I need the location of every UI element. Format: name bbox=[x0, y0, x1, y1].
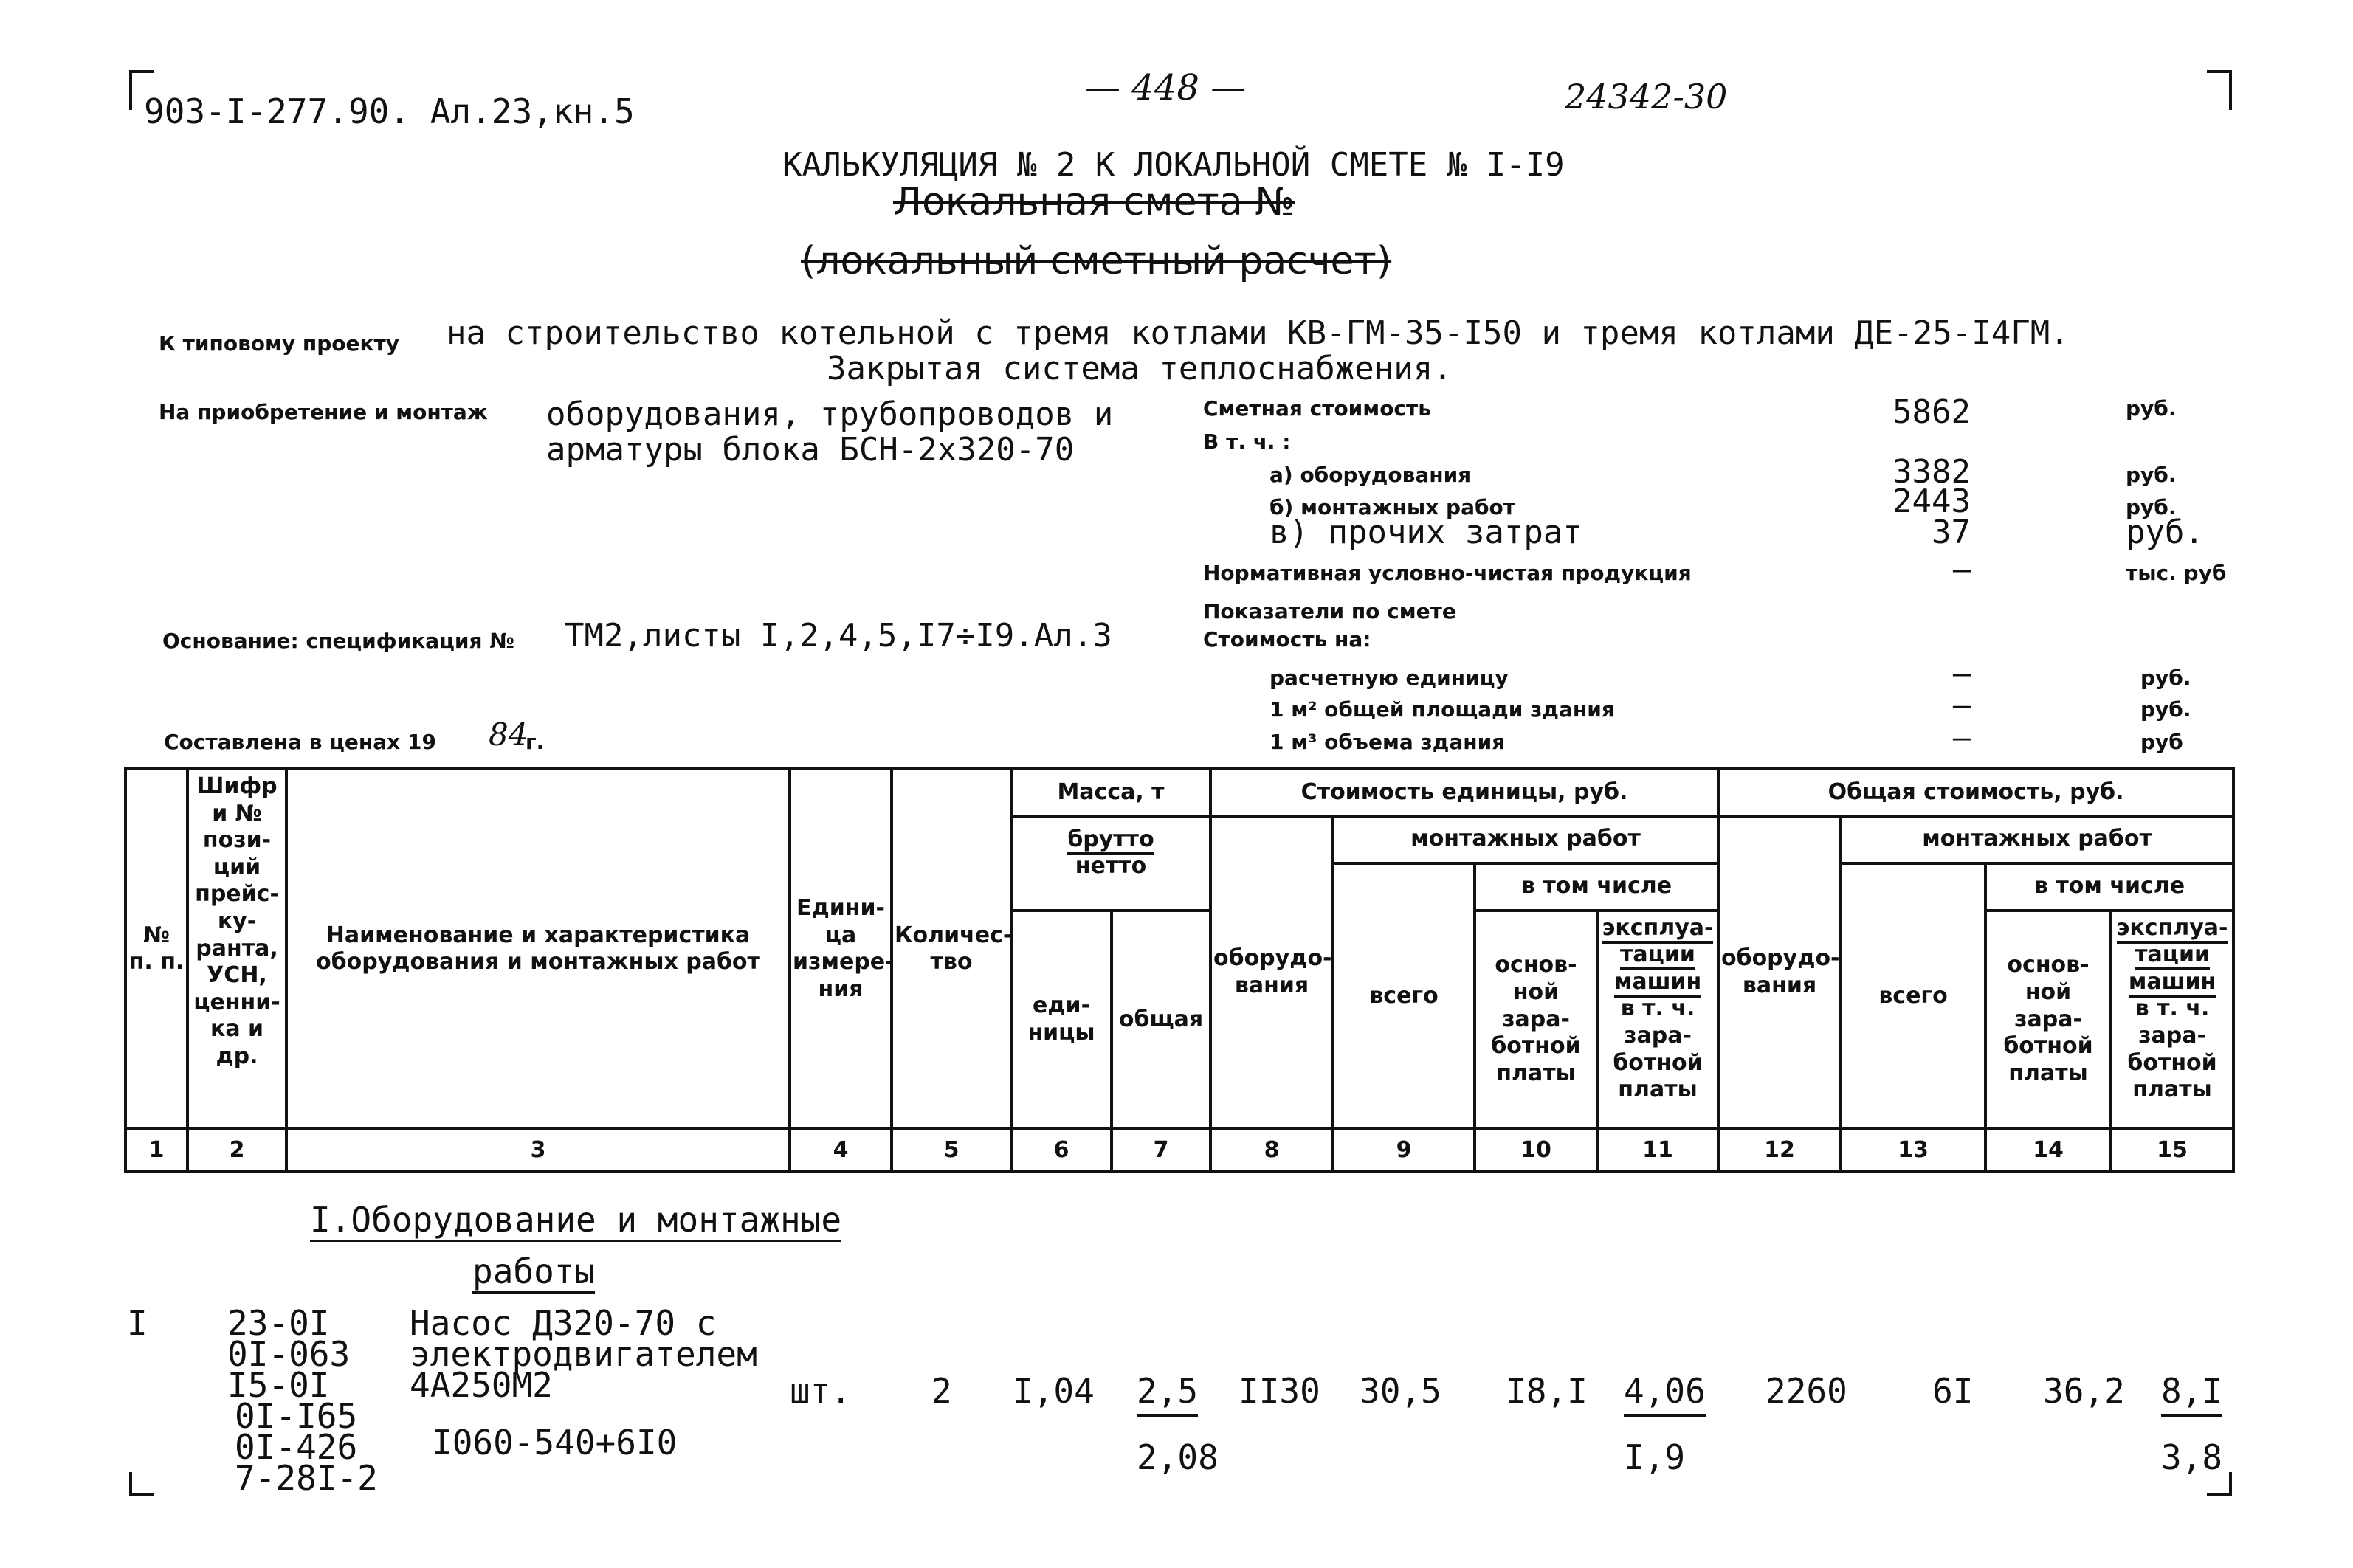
per-area-label: 1 м² общей площади здания bbox=[1269, 697, 1615, 722]
net-product-label: Нормативная условно-чистая продукция bbox=[1203, 561, 1692, 585]
row-unit-install-total: 30,5 bbox=[1360, 1371, 1441, 1411]
project-label: К типовому проекту bbox=[159, 331, 400, 356]
row-total-machines-wage: 3,8 bbox=[2161, 1437, 2223, 1477]
row-code: 23-0I bbox=[227, 1303, 330, 1343]
section-title-line1 bbox=[310, 1200, 842, 1240]
col-header-unit-machines bbox=[1597, 911, 1718, 1130]
col-num: 14 bbox=[1985, 1129, 2111, 1172]
col-header-unit-including: в том числе bbox=[1475, 863, 1718, 911]
col-header-total-machines bbox=[2111, 911, 2233, 1130]
per-unit-value: – bbox=[1952, 657, 1971, 691]
per-volume-label: 1 м³ объема здания bbox=[1269, 730, 1506, 754]
purpose-label: На приобретение и монтаж bbox=[159, 400, 488, 424]
unit-machines-wage-label: в т. ч. зара- ботной платы bbox=[1613, 995, 1703, 1103]
row-code: I5-0I bbox=[227, 1365, 330, 1405]
row-total-equipment: 2260 bbox=[1765, 1371, 1847, 1411]
total-machines-label: эксплуа- тации машин bbox=[2117, 915, 2228, 998]
col-num: 13 bbox=[1841, 1129, 1985, 1172]
col-header-name: Наименование и характеристика оборудования и монтажных работ bbox=[286, 769, 790, 1129]
cost-install-unit: руб. bbox=[2126, 495, 2177, 519]
col-header-total-cost-group: Общая стоимость, руб. bbox=[1718, 769, 2233, 816]
col-num: 9 bbox=[1333, 1129, 1475, 1172]
corner-mark-bottom-left bbox=[129, 1472, 154, 1496]
col-header-quantity: Количес- тво bbox=[892, 769, 1011, 1129]
cost-including-label: В т. ч. : bbox=[1203, 429, 1291, 454]
cost-equipment-value: 3382 bbox=[1892, 453, 1971, 491]
col-header-code: Шифр и № пози- ций прейс- ку- ранта, УСН, ценни- ка и др. bbox=[187, 769, 286, 1129]
col-header-mass-group: Масса, т bbox=[1011, 769, 1210, 816]
net-product-unit: тыс. руб bbox=[2126, 561, 2227, 585]
form-subtitle: (локальный сметный расчет) bbox=[801, 239, 1392, 283]
col-header-total-install-total: всего bbox=[1841, 863, 1985, 1130]
col-num: 7 bbox=[1112, 1129, 1210, 1172]
col-num: 2 bbox=[187, 1129, 286, 1172]
row-code: 0I-063 bbox=[227, 1334, 351, 1374]
col-num: 11 bbox=[1597, 1129, 1718, 1172]
estimate-table-header bbox=[124, 767, 2235, 1173]
row-unit: шт. bbox=[790, 1371, 852, 1411]
col-num: 6 bbox=[1011, 1129, 1112, 1172]
basis-label: Основание: спецификация № bbox=[162, 629, 514, 653]
col-header-number: № п. п. bbox=[125, 769, 187, 1129]
row-mass-unit: I,04 bbox=[1013, 1371, 1095, 1411]
col-header-total-equipment: оборудо- вания bbox=[1718, 816, 1841, 1129]
project-text-line2: Закрытая система теплоснабжения. bbox=[827, 350, 1453, 387]
col-num: 4 bbox=[790, 1129, 892, 1172]
col-header-unit-base-wage: основ- ной зара- ботной платы bbox=[1475, 911, 1597, 1130]
col-num: 8 bbox=[1210, 1129, 1333, 1172]
col-header-total-base-wage: основ- ной зара- ботной платы bbox=[1985, 911, 2111, 1130]
section-title-text: I.Оборудование и монтажные bbox=[310, 1200, 841, 1242]
col-header-mass-brutto-netto bbox=[1011, 816, 1210, 911]
per-unit-unit: руб. bbox=[2140, 666, 2191, 690]
cost-equipment-label: а) оборудования bbox=[1269, 463, 1472, 487]
col-num: 10 bbox=[1475, 1129, 1597, 1172]
row-total-machines: 8,I bbox=[2161, 1374, 2222, 1417]
col-header-total-including: в том числе bbox=[1985, 863, 2233, 911]
col-num: 5 bbox=[892, 1129, 1011, 1172]
basis-value: ТМ2,листы I,2,4,5,I7÷I9.Ал.3 bbox=[565, 617, 1112, 655]
document-code: 903-I-277.90. Ал.23,кн.5 bbox=[144, 91, 635, 131]
compiled-suffix: г. bbox=[526, 730, 545, 754]
row-total-base-wage: 36,2 bbox=[2043, 1371, 2125, 1411]
col-num: 12 bbox=[1718, 1129, 1841, 1172]
row-unit-machines: 4,06 bbox=[1624, 1374, 1706, 1417]
cost-other-unit: руб. bbox=[2126, 514, 2204, 551]
col-header-mass-total: общая bbox=[1112, 911, 1210, 1130]
page-number: — 448 — bbox=[1085, 67, 1247, 108]
row-unit-machines-wage: I,9 bbox=[1624, 1437, 1686, 1477]
row-code: 0I-I65 bbox=[235, 1396, 358, 1436]
cost-install-label: б) монтажных работ bbox=[1269, 495, 1515, 519]
cost-other-label: в) прочих затрат bbox=[1269, 514, 1582, 551]
per-volume-value: – bbox=[1952, 721, 1971, 755]
project-text-line1: на строительство котельной с тремя котлами КВ-ГМ-35-I50 и тремя котлами ДЕ-25-I4ГМ. bbox=[447, 314, 2070, 352]
cost-other-value: 37 bbox=[1932, 514, 1971, 551]
handwritten-number: 24342-30 bbox=[1565, 77, 1728, 117]
row-name-line: электродвигателем bbox=[410, 1334, 757, 1374]
compiled-label: Составлена в ценах 19 bbox=[164, 730, 436, 754]
purpose-text-line2: арматуры блока БСН-2х320-70 bbox=[546, 431, 1075, 469]
col-header-unit-install: монтажных работ bbox=[1333, 816, 1718, 863]
row-formula: I060-540+6I0 bbox=[432, 1423, 678, 1462]
col-num: 15 bbox=[2111, 1129, 2233, 1172]
cost-equipment-unit: руб. bbox=[2126, 463, 2177, 487]
row-code: 0I-426 bbox=[235, 1427, 358, 1467]
col-header-unit-equipment: оборудо- вания bbox=[1210, 816, 1333, 1129]
total-machines-wage-label: в т. ч. зара- ботной платы bbox=[2127, 995, 2217, 1103]
row-name-line: Насос Д320-70 с bbox=[410, 1303, 717, 1343]
cost-per-label: Стоимость на: bbox=[1203, 627, 1371, 652]
form-title: Локальная смета № bbox=[893, 180, 1295, 224]
cost-total-label: Сметная стоимость bbox=[1203, 396, 1431, 421]
per-area-value: – bbox=[1952, 688, 1971, 722]
mass-netto-label: нетто bbox=[1075, 853, 1147, 880]
net-product-value: – bbox=[1952, 553, 1971, 587]
cost-total-unit: руб. bbox=[2126, 396, 2177, 421]
col-num: 1 bbox=[125, 1129, 187, 1172]
indicators-label: Показатели по смете bbox=[1203, 599, 1456, 624]
corner-mark-top-right bbox=[2207, 70, 2232, 110]
compiled-year: 84 bbox=[489, 716, 528, 753]
cost-install-value: 2443 bbox=[1892, 483, 1971, 520]
row-code: 7-28I-2 bbox=[235, 1458, 378, 1498]
mass-brutto-label: брутто bbox=[1067, 826, 1154, 855]
col-num: 3 bbox=[286, 1129, 790, 1172]
cost-total-value: 5862 bbox=[1892, 393, 1971, 431]
per-volume-unit: руб bbox=[2140, 730, 2183, 754]
col-header-total-install: монтажных работ bbox=[1841, 816, 2233, 863]
row-unit-base-wage: I8,I bbox=[1506, 1371, 1588, 1411]
col-header-unit: Едини- ца измере- ния bbox=[790, 769, 892, 1129]
row-mass-total-brutto: 2,5 bbox=[1137, 1374, 1198, 1417]
col-header-unit-install-total: всего bbox=[1333, 863, 1475, 1130]
row-mass-total-netto: 2,08 bbox=[1137, 1437, 1219, 1477]
section-title-line2 bbox=[472, 1251, 596, 1291]
calculation-title: КАЛЬКУЛЯЦИЯ № 2 К ЛОКАЛЬНОЙ СМЕТЕ № I-I9 bbox=[782, 146, 1565, 184]
row-number: I bbox=[127, 1303, 148, 1343]
per-area-unit: руб. bbox=[2140, 697, 2191, 722]
row-total-install: 6I bbox=[1932, 1371, 1974, 1411]
per-unit-label: расчетную единицу bbox=[1269, 666, 1509, 690]
unit-machines-label: эксплуа- тации машин bbox=[1602, 915, 1714, 998]
row-name-line: 4А250М2 bbox=[410, 1365, 553, 1405]
purpose-text-line1: оборудования, трубопроводов и bbox=[546, 396, 1114, 433]
row-unit-equipment: II30 bbox=[1238, 1371, 1320, 1411]
section-title-text-2: работы bbox=[472, 1251, 595, 1294]
col-header-unit-cost-group: Стоимость единицы, руб. bbox=[1210, 769, 1718, 816]
row-qty: 2 bbox=[931, 1371, 952, 1411]
col-header-mass-unit: еди- ницы bbox=[1011, 911, 1112, 1130]
